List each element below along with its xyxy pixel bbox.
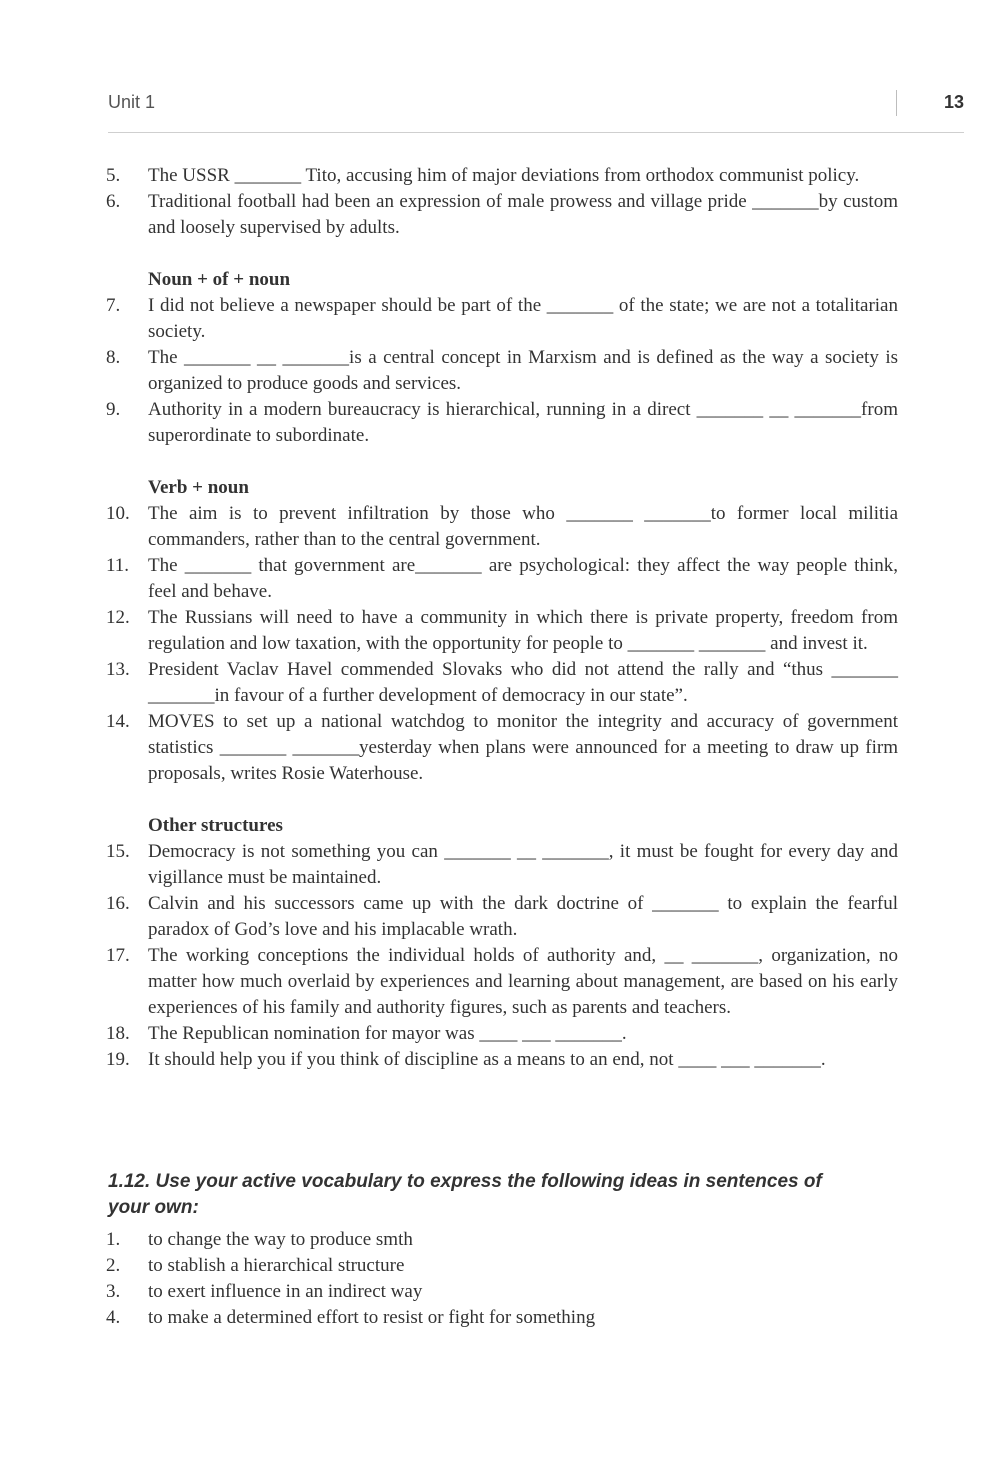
item-text: MOVES to set up a national watchdog to monitor the integrity and accuracy of government statistics _______ _______yesterday when plans were announced for a meeting to draw up firm proposals, writes Rosie Waterhouse. xyxy=(148,711,898,784)
section-heading-noun-of-noun: Noun + of + noun xyxy=(148,269,291,290)
item-number: 2. xyxy=(106,1255,121,1276)
header-divider xyxy=(896,90,897,116)
item-number: 19. xyxy=(106,1049,130,1070)
item-number: 15. xyxy=(106,841,130,862)
exercise-content xyxy=(106,163,898,1073)
item-number: 16. xyxy=(106,893,130,914)
item-text: Democracy is not something you can _______ __ _______, it must be fought for every day and vigillance must be maintained. xyxy=(148,841,898,888)
list-item xyxy=(106,839,898,891)
list-item xyxy=(106,1279,898,1305)
item-text: to change the way to produce smth xyxy=(148,1229,413,1250)
list-item xyxy=(106,345,898,397)
item-number: 3. xyxy=(106,1281,121,1302)
item-number: 18. xyxy=(106,1023,130,1044)
list-item xyxy=(106,709,898,787)
ideas-list xyxy=(106,1227,898,1331)
item-number: 13. xyxy=(106,659,130,680)
section-heading-verb-noun: Verb + noun xyxy=(148,477,249,498)
item-number: 5. xyxy=(106,165,121,186)
list-item xyxy=(106,1047,898,1073)
task-instruction: 1.12. Use your active vocabulary to express the following ideas in sentences of your own: xyxy=(108,1171,822,1218)
list-item xyxy=(106,1227,898,1253)
item-text: to make a determined effort to resist or fight for something xyxy=(148,1307,596,1328)
list-item xyxy=(106,501,898,553)
list-item xyxy=(106,189,898,241)
list-item xyxy=(106,605,898,657)
item-text: Authority in a modern bureaucracy is hierarchical, running in a direct _______ __ _______from superordinate to subordinate. xyxy=(148,399,898,446)
item-number: 1. xyxy=(106,1229,121,1250)
item-number: 9. xyxy=(106,399,121,420)
list-item xyxy=(106,1305,898,1331)
item-number: 14. xyxy=(106,711,130,732)
item-number: 7. xyxy=(106,295,121,316)
item-text: President Vaclav Havel commended Slovaks who did not attend the rally and “thus _______ _______in favour of a further development of democracy in our state”. xyxy=(148,659,898,706)
list-item xyxy=(106,1021,898,1047)
list-item xyxy=(106,163,898,189)
item-number: 17. xyxy=(106,945,130,966)
item-text: The aim is to prevent infiltration by those who _______ _______to former local militia commanders, rather than to the central government. xyxy=(148,503,898,550)
page-header xyxy=(108,88,964,133)
list-item xyxy=(106,293,898,345)
page-number: 13 xyxy=(943,92,964,112)
item-text: The Republican nomination for mayor was ____ ___ _______. xyxy=(148,1023,627,1044)
item-number: 11. xyxy=(106,555,130,576)
list-item xyxy=(106,1253,898,1279)
item-text: Calvin and his successors came up with the dark doctrine of _______ to explain the fearful paradox of God’s love and his implacable wrath. xyxy=(148,893,898,940)
item-text: The USSR _______ Tito, accusing him of major deviations from orthodox communist policy. xyxy=(148,165,860,186)
item-number: 10. xyxy=(106,503,130,524)
item-text: It should help you if you think of discipline as a means to an end, not ____ ___ _______. xyxy=(148,1049,826,1070)
item-text: The _______ that government are_______ are psychological: they affect the way people think, feel and behave. xyxy=(148,555,898,602)
list-item xyxy=(106,397,898,449)
item-number: 12. xyxy=(106,607,130,628)
item-text: to stablish a hierarchical structure xyxy=(148,1255,405,1276)
item-text: The Russians will need to have a community in which there is private property, freedom from regulation and low taxation, with the opportunity for people to _______ _______ and invest it. xyxy=(148,607,898,654)
item-number: 6. xyxy=(106,191,121,212)
list-item xyxy=(106,553,898,605)
item-text: Traditional football had been an expression of male prowess and village pride _______by custom and loosely supervised by adults. xyxy=(148,191,898,238)
item-text: The working conceptions the individual holds of authority and, __ _______, organization, no matter how much overlaid by experiences and learning about management, are based on his early experiences of his family and authority figures, such as parents and teachers. xyxy=(148,945,898,1018)
list-item xyxy=(106,943,898,1021)
unit-label: Unit 1 xyxy=(108,92,156,112)
item-number: 8. xyxy=(106,347,121,368)
section-heading-other-structures: Other structures xyxy=(148,815,283,836)
item-text: I did not believe a newspaper should be part of the _______ of the state; we are not a totalitarian society. xyxy=(148,295,898,342)
list-item xyxy=(106,657,898,709)
item-text: to exert influence in an indirect way xyxy=(148,1281,423,1302)
item-text: The _______ __ _______is a central concept in Marxism and is defined as the way a society is organized to produce goods and services. xyxy=(148,347,898,394)
list-item xyxy=(106,891,898,943)
item-number: 4. xyxy=(106,1307,121,1328)
